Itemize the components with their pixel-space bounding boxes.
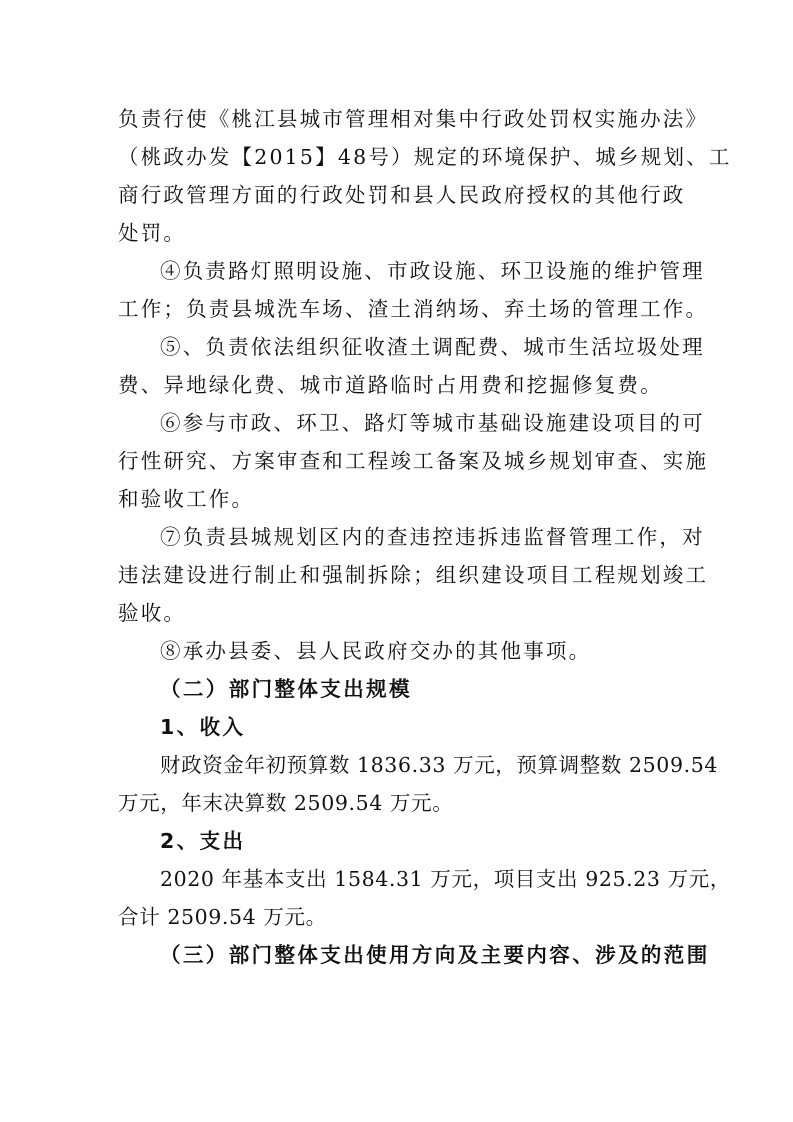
list-item-7-line: 违法建设进行制止和强制拆除；组织建设项目工程规划竣工 — [118, 563, 709, 587]
subheading-income: 1、收入 — [160, 715, 246, 739]
section-heading-3: （三）部门整体支出使用方向及主要内容、涉及的范围 — [160, 943, 710, 967]
expenditure-paragraph-line: 合计 2509.54 万元。 — [118, 905, 327, 929]
list-item-7-line: ⑦负责县城规划区内的查违控违拆违监督管理工作，对 — [160, 525, 705, 549]
list-item-6-line: ⑥参与市政、环卫、路灯等城市基础设施建设项目的可 — [160, 411, 705, 435]
list-item-4-line: ④负责路灯照明设施、市政设施、环卫设施的维护管理 — [160, 259, 705, 283]
paragraph-line: （桃政办发【2015】48号）规定的环境保护、城乡规划、工 — [118, 145, 732, 169]
list-item-4-line: 工作；负责县城洗车场、渣土消纳场、弃土场的管理工作。 — [118, 297, 709, 321]
income-paragraph-line: 万元，年末决算数 2509.54 万元。 — [118, 791, 454, 815]
list-item-6-line: 行性研究、方案审查和工程竣工备案及城乡规划审查、实施 — [118, 449, 709, 473]
list-item-5-line: ⑤、负责依法组织征收渣土调配费、城市生活垃圾处理 — [160, 335, 705, 359]
paragraph-line: 负责行使《桃江县城市管理相对集中行政处罚权实施办法》 — [118, 107, 709, 131]
list-item-7-line: 验收。 — [118, 601, 187, 625]
section-heading-2: （二）部门整体支出规模 — [160, 677, 412, 701]
paragraph-line: 商行政管理方面的行政处罚和县人民政府授权的其他行政 — [118, 183, 686, 207]
subheading-expenditure: 2、支出 — [160, 829, 246, 853]
list-item-5-line: 费、异地绿化费、城市道路临时占用费和挖掘修复费。 — [118, 373, 663, 397]
list-item-8-line: ⑧承办县委、县人民政府交办的其他事项。 — [160, 639, 592, 663]
paragraph-line: 处罚。 — [118, 221, 187, 245]
list-item-6-line: 和验收工作。 — [118, 487, 255, 511]
expenditure-paragraph-line: 2020 年基本支出 1584.31 万元，项目支出 925.23 万元， — [160, 867, 731, 891]
income-paragraph-line: 财政资金年初预算数 1836.33 万元，预算调整数 2509.54 — [160, 753, 718, 777]
